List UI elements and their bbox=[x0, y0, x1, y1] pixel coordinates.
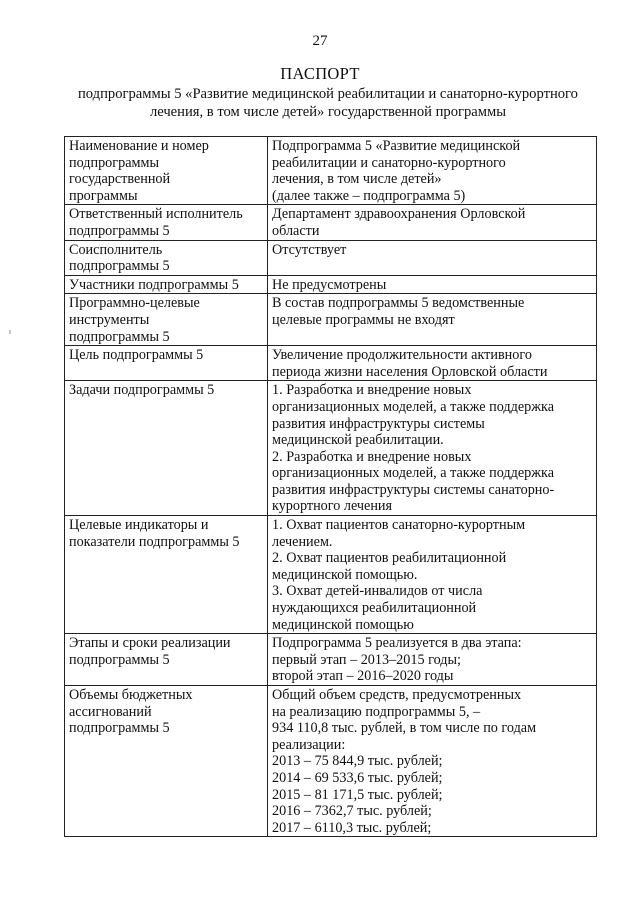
value-line: Общий объем средств, предусмотренных bbox=[272, 687, 522, 703]
label-line: показатели подпрограммы 5 bbox=[69, 533, 240, 550]
label-line: государственной bbox=[69, 171, 171, 188]
label-line: подпрограммы 5 bbox=[69, 328, 170, 345]
value-line: на реализацию подпрограммы 5, – bbox=[272, 703, 481, 720]
table-row bbox=[65, 346, 597, 381]
value-line: второй этап – 2016–2020 годы bbox=[272, 668, 454, 685]
label-line: подпрограммы 5 bbox=[69, 222, 170, 239]
row-label-cell bbox=[65, 516, 268, 634]
value-line: 1. Охват пациентов санаторно-курортным bbox=[272, 517, 526, 534]
value-line: медицинской реабилитации. bbox=[272, 432, 444, 449]
label-line: Ответственный исполнитель bbox=[69, 206, 243, 223]
value-line: (далее также – подпрограмма 5) bbox=[272, 187, 466, 204]
label-line: программы bbox=[69, 187, 138, 204]
value-line: медицинской помощью bbox=[272, 616, 414, 633]
value-line: Увеличение продолжительности активного bbox=[272, 347, 532, 364]
label-line: Задачи подпрограммы 5 bbox=[69, 382, 215, 399]
value-line: 2015 – 81 171,5 тыс. рублей; bbox=[272, 786, 443, 803]
table-row bbox=[65, 381, 597, 516]
value-line: Не предусмотрены bbox=[272, 276, 387, 293]
row-value-cell bbox=[268, 294, 597, 346]
value-line: 3. Охват детей-инвалидов от числа bbox=[272, 583, 483, 600]
row-value-cell bbox=[268, 381, 597, 516]
row-value-cell bbox=[268, 240, 597, 275]
passport-table-body bbox=[65, 137, 597, 837]
label-line: подпрограммы bbox=[69, 154, 159, 171]
value-line: Отсутствует bbox=[272, 241, 347, 258]
label-line: Программно-целевые bbox=[69, 295, 200, 312]
row-value-cell bbox=[268, 205, 597, 240]
row-label-cell bbox=[65, 381, 268, 516]
row-label-cell bbox=[65, 205, 268, 240]
passport-table bbox=[64, 136, 597, 837]
value-line: развития инфраструктуры системы санаторно- bbox=[272, 481, 555, 498]
row-value-cell bbox=[268, 346, 597, 381]
row-value-cell bbox=[268, 137, 597, 205]
label-line: Наименование и номер bbox=[69, 138, 209, 154]
label-line: Целевые индикаторы и bbox=[69, 517, 209, 534]
row-label-cell bbox=[65, 275, 268, 294]
value-line: 2013 – 75 844,9 тыс. рублей; bbox=[272, 753, 443, 770]
value-line: Департамент здравоохранения Орловской bbox=[272, 206, 526, 223]
table-row bbox=[65, 275, 597, 294]
value-line: курортного лечения bbox=[272, 498, 393, 515]
row-value-cell bbox=[268, 516, 597, 634]
value-line: медицинской помощью. bbox=[272, 566, 418, 583]
value-line: 2. Охват пациентов реабилитационной bbox=[272, 550, 507, 567]
value-line: 934 110,8 тыс. рублей, в том числе по годам bbox=[272, 720, 537, 737]
page-number: 27 bbox=[312, 33, 328, 49]
row-label-cell bbox=[65, 634, 268, 686]
label-line: Цель подпрограммы 5 bbox=[69, 347, 204, 364]
row-value-cell bbox=[268, 686, 597, 837]
value-line: периода жизни населения Орловской области bbox=[272, 363, 548, 380]
row-label-cell bbox=[65, 346, 268, 381]
value-line: развития инфраструктуры системы bbox=[272, 415, 485, 432]
label-line: Объемы бюджетных bbox=[69, 687, 193, 703]
value-line: целевые программы не входят bbox=[272, 311, 455, 328]
label-line: Соисполнитель bbox=[69, 241, 163, 258]
table-row bbox=[65, 686, 597, 837]
label-line: инструменты bbox=[69, 311, 150, 328]
label-line: Участники подпрограммы 5 bbox=[69, 276, 239, 293]
value-line: реабилитации и санаторно-курортного bbox=[272, 154, 506, 171]
label-line: подпрограммы 5 bbox=[69, 651, 170, 668]
table-row bbox=[65, 240, 597, 275]
row-value-cell bbox=[268, 634, 597, 686]
value-line: реализации: bbox=[272, 736, 346, 753]
document-title: ПАСПОРТ bbox=[280, 64, 360, 83]
row-label-cell bbox=[65, 294, 268, 346]
table-row bbox=[65, 137, 597, 205]
label-line: подпрограммы 5 bbox=[69, 258, 170, 275]
row-value-cell bbox=[268, 275, 597, 294]
table-row bbox=[65, 294, 597, 346]
value-line: области bbox=[272, 222, 320, 239]
row-label-cell bbox=[65, 240, 268, 275]
value-line: 1. Разработка и внедрение новых bbox=[272, 382, 472, 399]
value-line: нуждающихся реабилитационной bbox=[272, 600, 477, 617]
value-line: организационных моделей, а также поддержка bbox=[272, 398, 555, 415]
value-line: первый этап – 2013–2015 годы; bbox=[272, 651, 461, 668]
row-label-cell bbox=[65, 137, 268, 205]
subtitle-line: лечения, в том числе детей» государственной программы bbox=[149, 104, 507, 120]
value-line: лечением. bbox=[272, 533, 333, 550]
value-line: организационных моделей, а также поддержка bbox=[272, 465, 555, 482]
label-line: ассигнований bbox=[69, 703, 152, 720]
value-line: Подпрограмма 5 реализуется в два этапа: bbox=[272, 635, 522, 652]
label-line: подпрограммы 5 bbox=[69, 720, 170, 737]
value-line: 2014 – 69 533,6 тыс. рублей; bbox=[272, 769, 443, 786]
row-label-cell bbox=[65, 686, 268, 837]
table-row bbox=[65, 516, 597, 634]
value-line: лечения, в том числе детей» bbox=[272, 171, 442, 188]
value-line: В состав подпрограммы 5 ведомственные bbox=[272, 295, 525, 312]
scan-artifact bbox=[9, 330, 11, 334]
label-line: Этапы и сроки реализации bbox=[69, 635, 231, 652]
document-subtitle bbox=[64, 85, 592, 121]
value-line: 2016 – 7362,7 тыс. рублей; bbox=[272, 803, 432, 820]
value-line: 2017 – 6110,3 тыс. рублей; bbox=[272, 819, 432, 836]
value-line: 2. Разработка и внедрение новых bbox=[272, 448, 472, 465]
table-row bbox=[65, 205, 597, 240]
value-line: Подпрограмма 5 «Развитие медицинской bbox=[272, 138, 521, 154]
subtitle-line: подпрограммы 5 «Развитие медицинской реабилитации и санаторно-курортного bbox=[78, 86, 578, 102]
table-row bbox=[65, 634, 597, 686]
